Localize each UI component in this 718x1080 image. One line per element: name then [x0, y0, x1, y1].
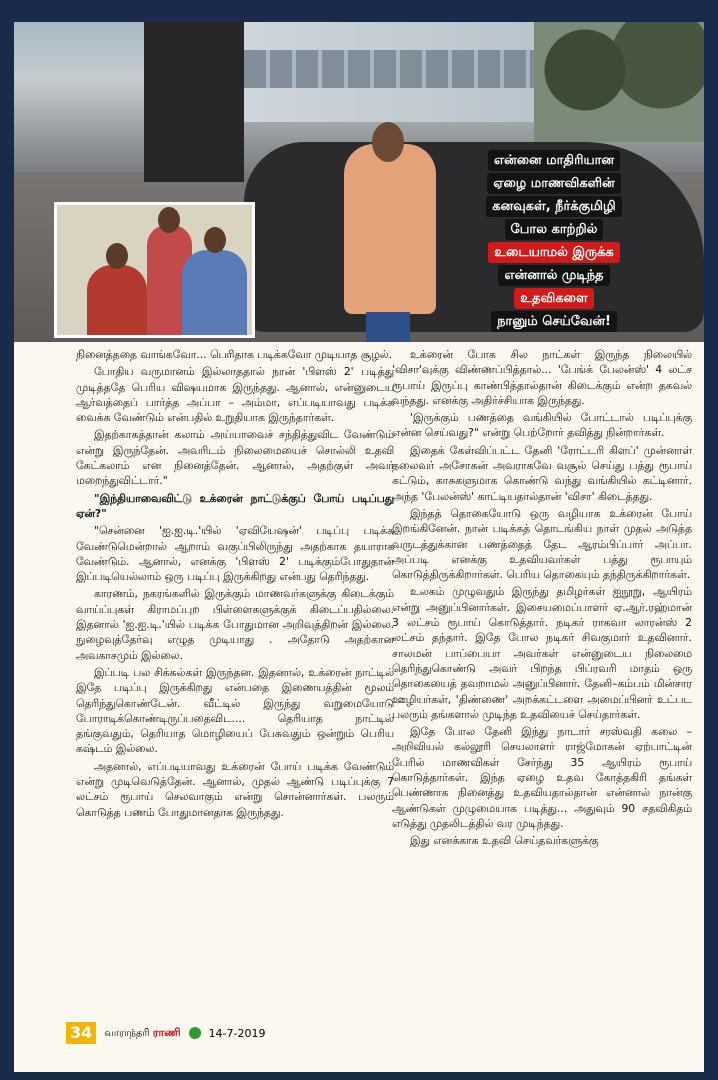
article-paragraph: நினைத்ததை வாங்கவோ... பெரிதாக படிக்கவோ முடியாத சூழல். — [76, 348, 393, 361]
pull-quote-line: என்னால் முடிந்த — [498, 265, 609, 286]
pull-quote-line: போல காற்றில் — [505, 219, 604, 240]
article-paragraph: இதே போல தேனி இந்து நாடார் சரஸ்வதி கலை – அறிவியல் கல்லூரி செயலாளர் ராஜ்மோகன் ஏற்பாட்டின் பேரில் மாணவிகள் சேர்ந்து 35 ஆயிரம் ரூபாய் கொடுத்தார்கள். இந்த ஏழை உதவ கோத்தகிரி தங்கள் பெண்ணாக நினைத்து உதவியதால்தான் என்னால் நான்கு ஆண்டுகள் முழுமையாக படித்து... அதுவும் 90 சதவிகிதம் எடுத்து முதலிடத்தில் வர முடிந்தது. — [392, 725, 692, 830]
inset-person-mother — [87, 265, 147, 335]
article-paragraph: காரணம், நகரங்களில் இருக்கும் மாணவர்களுக்கு கிடைக்கும் வாய்ப்புகள் கிராமப்புற பிள்ளைகளுக்குக் கிடைப்பதில்லை. இதனால் 'ஐ.ஐ.டி.'யில் படிக்க போதுமான அறிவுத்திறன் இல்லை. நுழைவுத்தேர்வு எழுத முடியாது . அதோடு அதற்கான அவகாசமும் இல்லை. — [76, 587, 394, 662]
photo-trees — [534, 22, 704, 142]
pull-quote — [444, 150, 664, 334]
photo-building-windows — [244, 50, 534, 88]
inset-head — [158, 207, 180, 233]
pull-quote-line: உடையாமல் இருக்க — [488, 242, 619, 263]
photo-black-panel — [144, 22, 244, 182]
article-paragraph: இப்படி பல சிக்கல்கள் இருந்தன. இதனால், உக்ரைன் நாட்டில் இதே படிப்பு இருக்கிறது என்பதை இணையத்தின் மூலம் தெரிந்துகொண்டேன். வீட்டில் இருந்து வறுமையோடு போராடிக்கொண்டிருப்பதைவிட.... தெரியாத நாட்டில் தங்குவதும், தெரியாத மொழியைப் பேசுவதும் ஒன்றும் பெரிய கஷ்டம் இல்லை. — [76, 665, 394, 756]
pull-quote-line: கனவுகள், நீர்க்குமிழி — [486, 196, 621, 217]
magazine-page — [14, 22, 704, 1072]
page-number: 34 — [66, 1022, 96, 1044]
green-dot-icon — [189, 1027, 201, 1039]
photo-student-figure — [344, 144, 436, 314]
article-paragraph: இது எனக்காக உதவி செய்தவர்களுக்கு — [410, 834, 599, 848]
article-paragraph: உலகம் முழுவதும் இருந்து தமிழர்கள் ஐநூறு, ஆயிரம் என்று அனுப்பினார்கள். இசையமைப்பாளர் ஏ.ஆர்.ரஹ்மான் 3 லட்சம் ரூபாய் கொடுத்தார். நடிகர் ராகவா லாரன்ஸ் 2 லட்சம் தந்தார். இதே போல நடிகர் சிவகுமார் உதவினார். சாலமன் பாப்பையா அவர்கள் என்னுடைய நிலைமை தெரிந்துகொண்டு அவர் பிறந்த பிப்ரவரி மாதம் ஒரு தொகையைத் தவறாமல் அனுப்பினார். தேனி–கம்பம் மின்சார ஊழியர்கள், 'திண்ணை' அறக்கட்டளை அமைப்பினர் உட்பட பலரும் தங்களால் முடிந்த உதவியைச் செய்தார்கள். — [392, 585, 692, 721]
magazine-masthead — [104, 1026, 180, 1041]
article-paragraph: 'இருக்கும் பணத்தை வங்கியில் போட்டால் படிப்புக்கு என்ன செய்வது?" என்று பெற்றோர் தவித்து நின்றார்கள். — [392, 411, 692, 440]
inset-person-father — [182, 250, 247, 335]
magazine-name: ராணி — [152, 1025, 181, 1039]
article-paragraph: "சென்னை 'ஐ.ஐ.டி.'யில் 'ஏவியேஷன்' படிப்பு படிக்க வேண்டுமென்றால் ஆறாம் வகுப்பிலிருந்து அதற்காக தயாராக வேண்டும். ஆனால், எனக்கு 'பிளஸ் 2' படிக்கும்போதுதான் இப்படியெல்லாம் ஒரு படிப்பு இருக்கிறது என்பது தெரிந்தது. — [76, 524, 394, 584]
issue-date: 14-7-2019 — [208, 1026, 266, 1040]
photo-student-legs — [366, 312, 410, 342]
article-paragraph: இதைக் கேள்விப்பட்ட தேனி 'ரோட்டரி கிளப்' முன்னாள் தலைவர் அசோகன் அவராகவே வசூல் செய்து பத்து ரூபாய் கட்டும், காசுகளுமாக கொண்டு வந்து வங்கியில் கட்டினார். அந்த 'பேலன்ஸ்' காட்டியதால்தான் 'விசா' கிடைத்தது. — [392, 443, 692, 503]
inset-head — [106, 243, 128, 269]
page-footer — [66, 1022, 266, 1044]
inset-head — [204, 227, 226, 253]
article-paragraph: இந்தத் தொகையோடு ஒரு வழியாக உக்ரைன் போய் இறங்கினேன். நான் படிக்கத் தொடங்கிய நாள் முதல் அடுத்த வருடத்துக்கான பணத்தைத் தேட ஆரம்பிப்பார் அப்பா. அப்படி எனக்கு உதவியவர்கள் பத்து ரூபாயும் கொடுத்திருக்கிறார்கள். பெரிய தொகையும் தந்திருக்கிறார்கள். — [392, 506, 692, 582]
article-body — [14, 347, 704, 1017]
article-paragraph: அதனால், எப்படியாவது உக்ரைன் போய் படிக்க வேண்டும் என்று முடிவெடுத்தேன். ஆனால், முதல் ஆண்டு படிப்புக்கு 7 லட்சம் ரூபாய் செலவாகும் என்று சொன்னார்கள். பலரும் கொடுத்த பணம் போதுமானதாக இருந்தது. — [76, 759, 394, 819]
photo-student-head — [372, 122, 404, 162]
article-paragraph: இதற்காகத்தான் கலாம் அய்யாவைச் சந்தித்துவிட வேண்டும் என்று இருந்தேன். அவரிடம் நிலைமையைச் சொல்லி உதவி கேட்கலாம் என நினைத்தேன். ஆனால், அதற்குள் அவர் மறைந்துவிட்டார்." — [76, 428, 394, 488]
inset-family-photo — [54, 202, 255, 338]
pull-quote-line: ஏழை மாணவிகளின் — [487, 173, 620, 194]
article-paragraph: "இந்தியாவைவிட்டு உக்ரைன் நாட்டுக்குப் போய் படிப்பது ஏன்?" — [76, 491, 394, 520]
magazine-prefix: வாராந்தரி — [104, 1027, 150, 1039]
article-paragraph: உக்ரைன் போக சில நாட்கள் இருந்த நிலையில் 'விசா'வுக்கு விண்ணப்பித்தால்... 'பேங்க் பேலன்ஸ்' 4 லட்ச ரூபாய் இருப்பு காண்பித்தால்தான் கிடைக்கும் என்ற தகவல் வந்தது. எனக்கு அதிர்ச்சியாக இருந்தது. — [392, 348, 692, 407]
feature-photo — [14, 22, 704, 342]
article-paragraph: போதிய வருமானம் இல்லாததால் நான் 'பிளஸ் 2' படித்து முடித்ததே பெரிய விஷயமாக இருந்தது. ஆனால், என்னுடைய ஆர்வத்தைப் பார்த்த அப்பா – அம்மா, எப்படியாவது படிக்க வைக்க வேண்டும் என்பதில் உறுதியாக இருந்தார்கள். — [76, 365, 394, 425]
pull-quote-line: நானும் செய்வேன்! — [491, 311, 617, 332]
pull-quote-line: என்னை மாதிரியான — [488, 150, 620, 171]
right-column — [392, 347, 692, 851]
pull-quote-line: உதவிகளை — [514, 288, 593, 309]
left-column — [76, 347, 394, 822]
